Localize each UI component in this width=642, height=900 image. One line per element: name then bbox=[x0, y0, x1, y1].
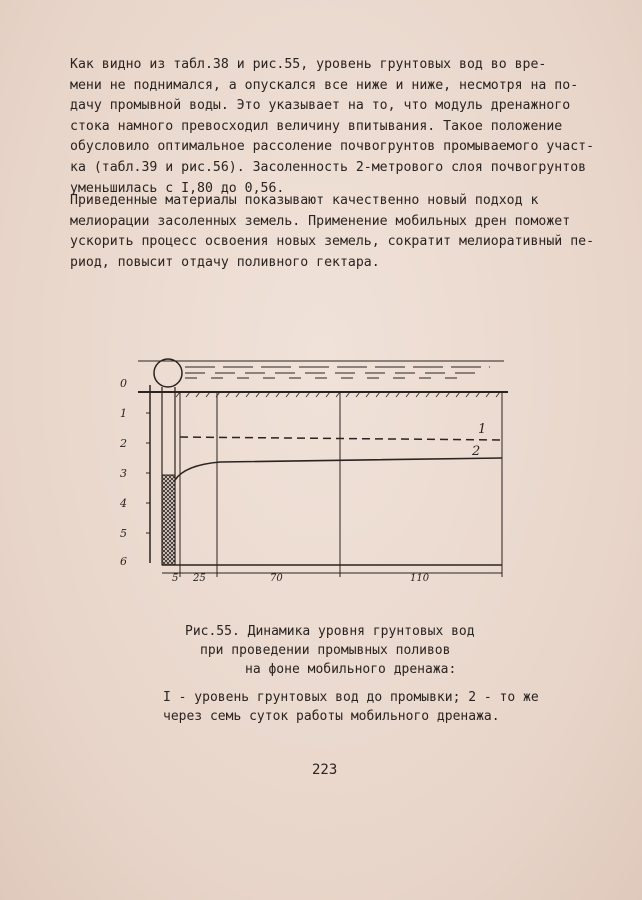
legend-line: через семь суток работы мобильного дренажа. bbox=[163, 709, 500, 724]
groundwater-level-after bbox=[175, 458, 502, 480]
legend-line: I - уровень грунтовых вод до промывки; 2 - то же bbox=[163, 690, 539, 705]
distance-label: 110 bbox=[410, 573, 430, 584]
section-lines bbox=[162, 392, 502, 573]
groundwater-diagram bbox=[110, 345, 520, 595]
text-line: стока намного превосходил величину впитывания. Такое положение bbox=[70, 118, 563, 134]
depth-label: 1 bbox=[120, 407, 127, 420]
depth-label: 6 bbox=[120, 555, 127, 568]
water-surface bbox=[138, 361, 504, 378]
figure-caption-title bbox=[185, 622, 625, 641]
text-line: обусловило оптимальное рассоление почвогрунтов промываемого участ- bbox=[70, 139, 595, 155]
paragraph-1 bbox=[70, 55, 595, 199]
drain-pipe-icon bbox=[154, 359, 182, 387]
depth-label: 2 bbox=[120, 437, 127, 450]
figure-caption bbox=[245, 660, 642, 679]
distance-label: 70 bbox=[270, 573, 283, 584]
page-number: 223 bbox=[312, 762, 338, 778]
text-line: ускорить процесс освоения новых земель, сократит мелиоративный пе- bbox=[70, 234, 595, 250]
text-line: уменьшилась с I,80 до 0,56. bbox=[70, 180, 285, 196]
distance-label: 5 bbox=[172, 573, 179, 584]
figure-caption bbox=[200, 641, 640, 660]
caption-line: при проведении промывных поливов bbox=[200, 643, 451, 658]
text-line: Приведенные материалы показывают качественно новый подход к bbox=[70, 193, 539, 208]
depth-label: 4 bbox=[120, 497, 127, 510]
depth-labels bbox=[119, 377, 127, 568]
curve-label: 1 bbox=[478, 422, 487, 437]
curve-label: 2 bbox=[472, 444, 481, 459]
distance-labels bbox=[172, 573, 430, 584]
text-line: ка (табл.39 и рис.56). Засоленность 2-метрового слоя почвогрунтов bbox=[70, 159, 587, 175]
depth-label: 3 bbox=[120, 467, 127, 480]
groundwater-level-before bbox=[180, 437, 502, 440]
ground-surface bbox=[138, 392, 508, 397]
text-line: Как видно из табл.38 и рис.55, уровень грунтовых вод во вре- bbox=[70, 57, 547, 72]
caption-line: на фоне мобильного дренажа: bbox=[245, 662, 457, 677]
figure-legend bbox=[163, 688, 603, 726]
depth-label: 5 bbox=[120, 527, 127, 540]
depth-label: 0 bbox=[120, 377, 127, 390]
text-line: мелиорации засоленных земель. Применение мобильных дрен поможет bbox=[70, 213, 571, 229]
paragraph-2 bbox=[70, 191, 595, 273]
text-line: риод, повысит отдачу поливного гектара. bbox=[70, 254, 380, 270]
text-line: мени не поднимался, а опускался все ниже и ниже, несмотря на по- bbox=[70, 77, 579, 93]
text-line: дачу промывной воды. Это указывает на то, что модуль дренажного bbox=[70, 98, 571, 114]
drain-well bbox=[162, 387, 175, 565]
distance-label: 25 bbox=[193, 573, 206, 584]
caption-line: Рис.55. Динамика уровня грунтовых вод bbox=[185, 624, 475, 639]
